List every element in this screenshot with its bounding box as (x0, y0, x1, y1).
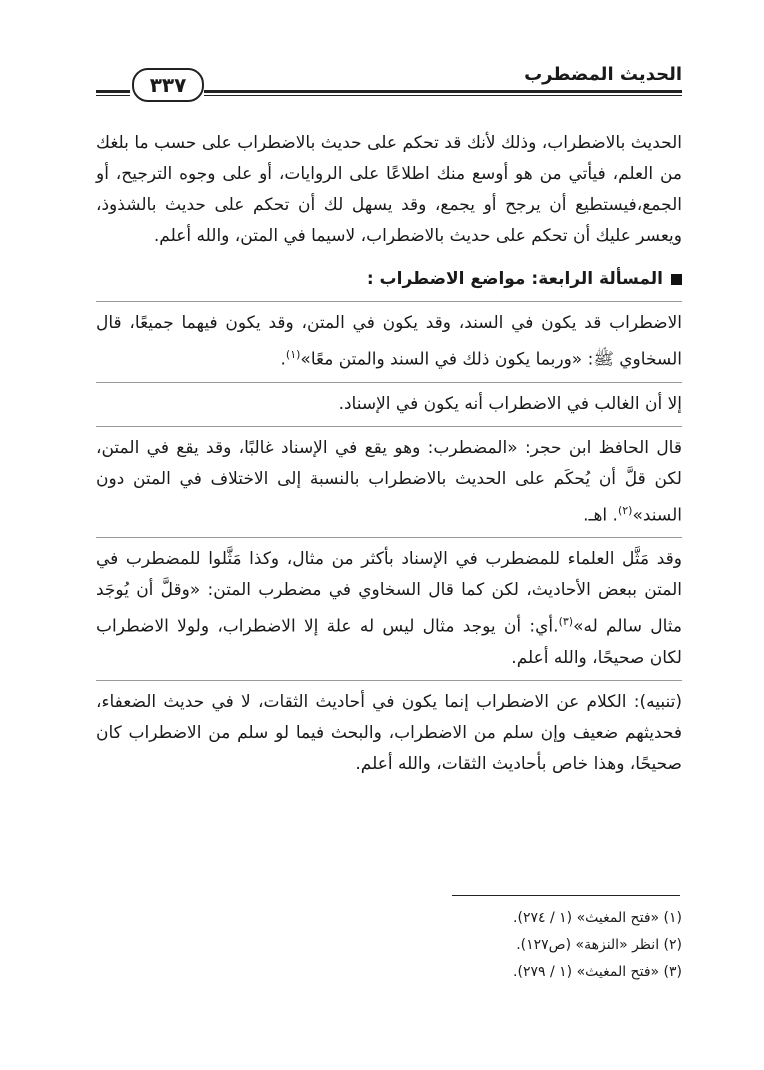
paragraph-5 (96, 544, 682, 674)
paragraph-3: إلا أن الغالب في الاضطراب أنه يكون في الإسناد. (338, 393, 682, 414)
footnote-ref-2: (٢) (617, 503, 633, 517)
divider (96, 301, 682, 302)
page-header (96, 62, 682, 102)
paragraph-2-text: الاضطراب قد يكون في السند، وقد يكون في المتن، وقد يكون فيهما جميعًا، قال السخاوي ﷺ: «وربما يكون ذلك في السند والمتن معًا» (96, 313, 682, 370)
footnote-2: (٢) انظر «النزهة» (ص١٢٧). (516, 937, 682, 953)
paragraph-4 (96, 433, 682, 532)
section-heading (96, 264, 682, 295)
footnote-ref-3: (٣) (558, 615, 574, 629)
page-number: ٣٣٧ (132, 68, 204, 102)
section-label: المسألة الرابعة: (531, 269, 663, 289)
divider (96, 426, 682, 427)
paragraph-5-end: .أي: أن يوجد مثال ليس له علة إلا الاضطراب، ولولا الاضطراب لكان صحيحًا، والله أعلم. (96, 616, 682, 668)
paragraph-5-text: وقد مَثَّل العلماء للمضطرب في الإسناد بأكثر من مثال، وكذا مَثَّلوا للمضطرب في المتن ببعض الأحاديث، لكن كما قال السخاوي في مضطرب المتن: «وقلَّ أن يُوجَد مثال سالم له» (96, 549, 683, 637)
divider (96, 382, 682, 383)
bullet-square-icon (671, 274, 682, 285)
paragraph-4-end: . اهـ. (583, 505, 618, 526)
paragraph-2 (96, 308, 682, 376)
section-title: مواضع الاضطراب : (366, 269, 526, 289)
running-title: الحديث المضطرب (524, 64, 682, 85)
footnote-1: (١) «فتح المغيث» (١ / ٢٧٤). (513, 910, 682, 926)
paragraph-6: (تنبيه): الكلام عن الاضطراب إنما يكون في أحاديث الثقات، لا في حديث الضعفاء، فحديثهم ضعيف وإن سلم من الاضطراب، والبحث فيما لو سلم من الاضطراب كان صحيحًا، وهذا خاص بأحاديث الثقات، والله أعلم. (96, 691, 682, 774)
paragraph-2-end: . (280, 349, 286, 370)
footnotes (96, 905, 682, 986)
paragraph-1: الحديث بالاضطراب، وذلك لأنك قد تحكم على حديث بالاضطراب على حسب ما بلغك من العلم، فيأتي من هو أوسع منك اطلاعًا على الروايات، أو على وجوه الترجيح، أو الجمع،فيستطيع أن يرجح أو يجمع، وقد يسهل لك أن تحكم على حديث بالشذوذ، ويعسر عليك أن تحكم على حديث بالاضطراب، لاسيما في المتن، والله أعلم. (96, 133, 682, 246)
paragraph-4-text: قال الحافظ ابن حجر: «المضطرب: وهو يقع في الإسناد غالبًا، وقد يقع في المتن، لكن قلَّ أن يُحكَم على الحديث بالاضطراب بالنسبة إلى الاختلاف في المتن دون السند» (96, 437, 682, 526)
main-text (96, 128, 682, 780)
divider (96, 537, 682, 538)
header-rule (204, 90, 682, 96)
footnote-3: (٣) «فتح المغيث» (١ / ٢٧٩). (513, 964, 682, 980)
footnote-ref-1: (١) (285, 348, 301, 361)
footnote-rule (452, 895, 680, 896)
divider (96, 680, 682, 681)
header-rule-left (96, 90, 130, 96)
